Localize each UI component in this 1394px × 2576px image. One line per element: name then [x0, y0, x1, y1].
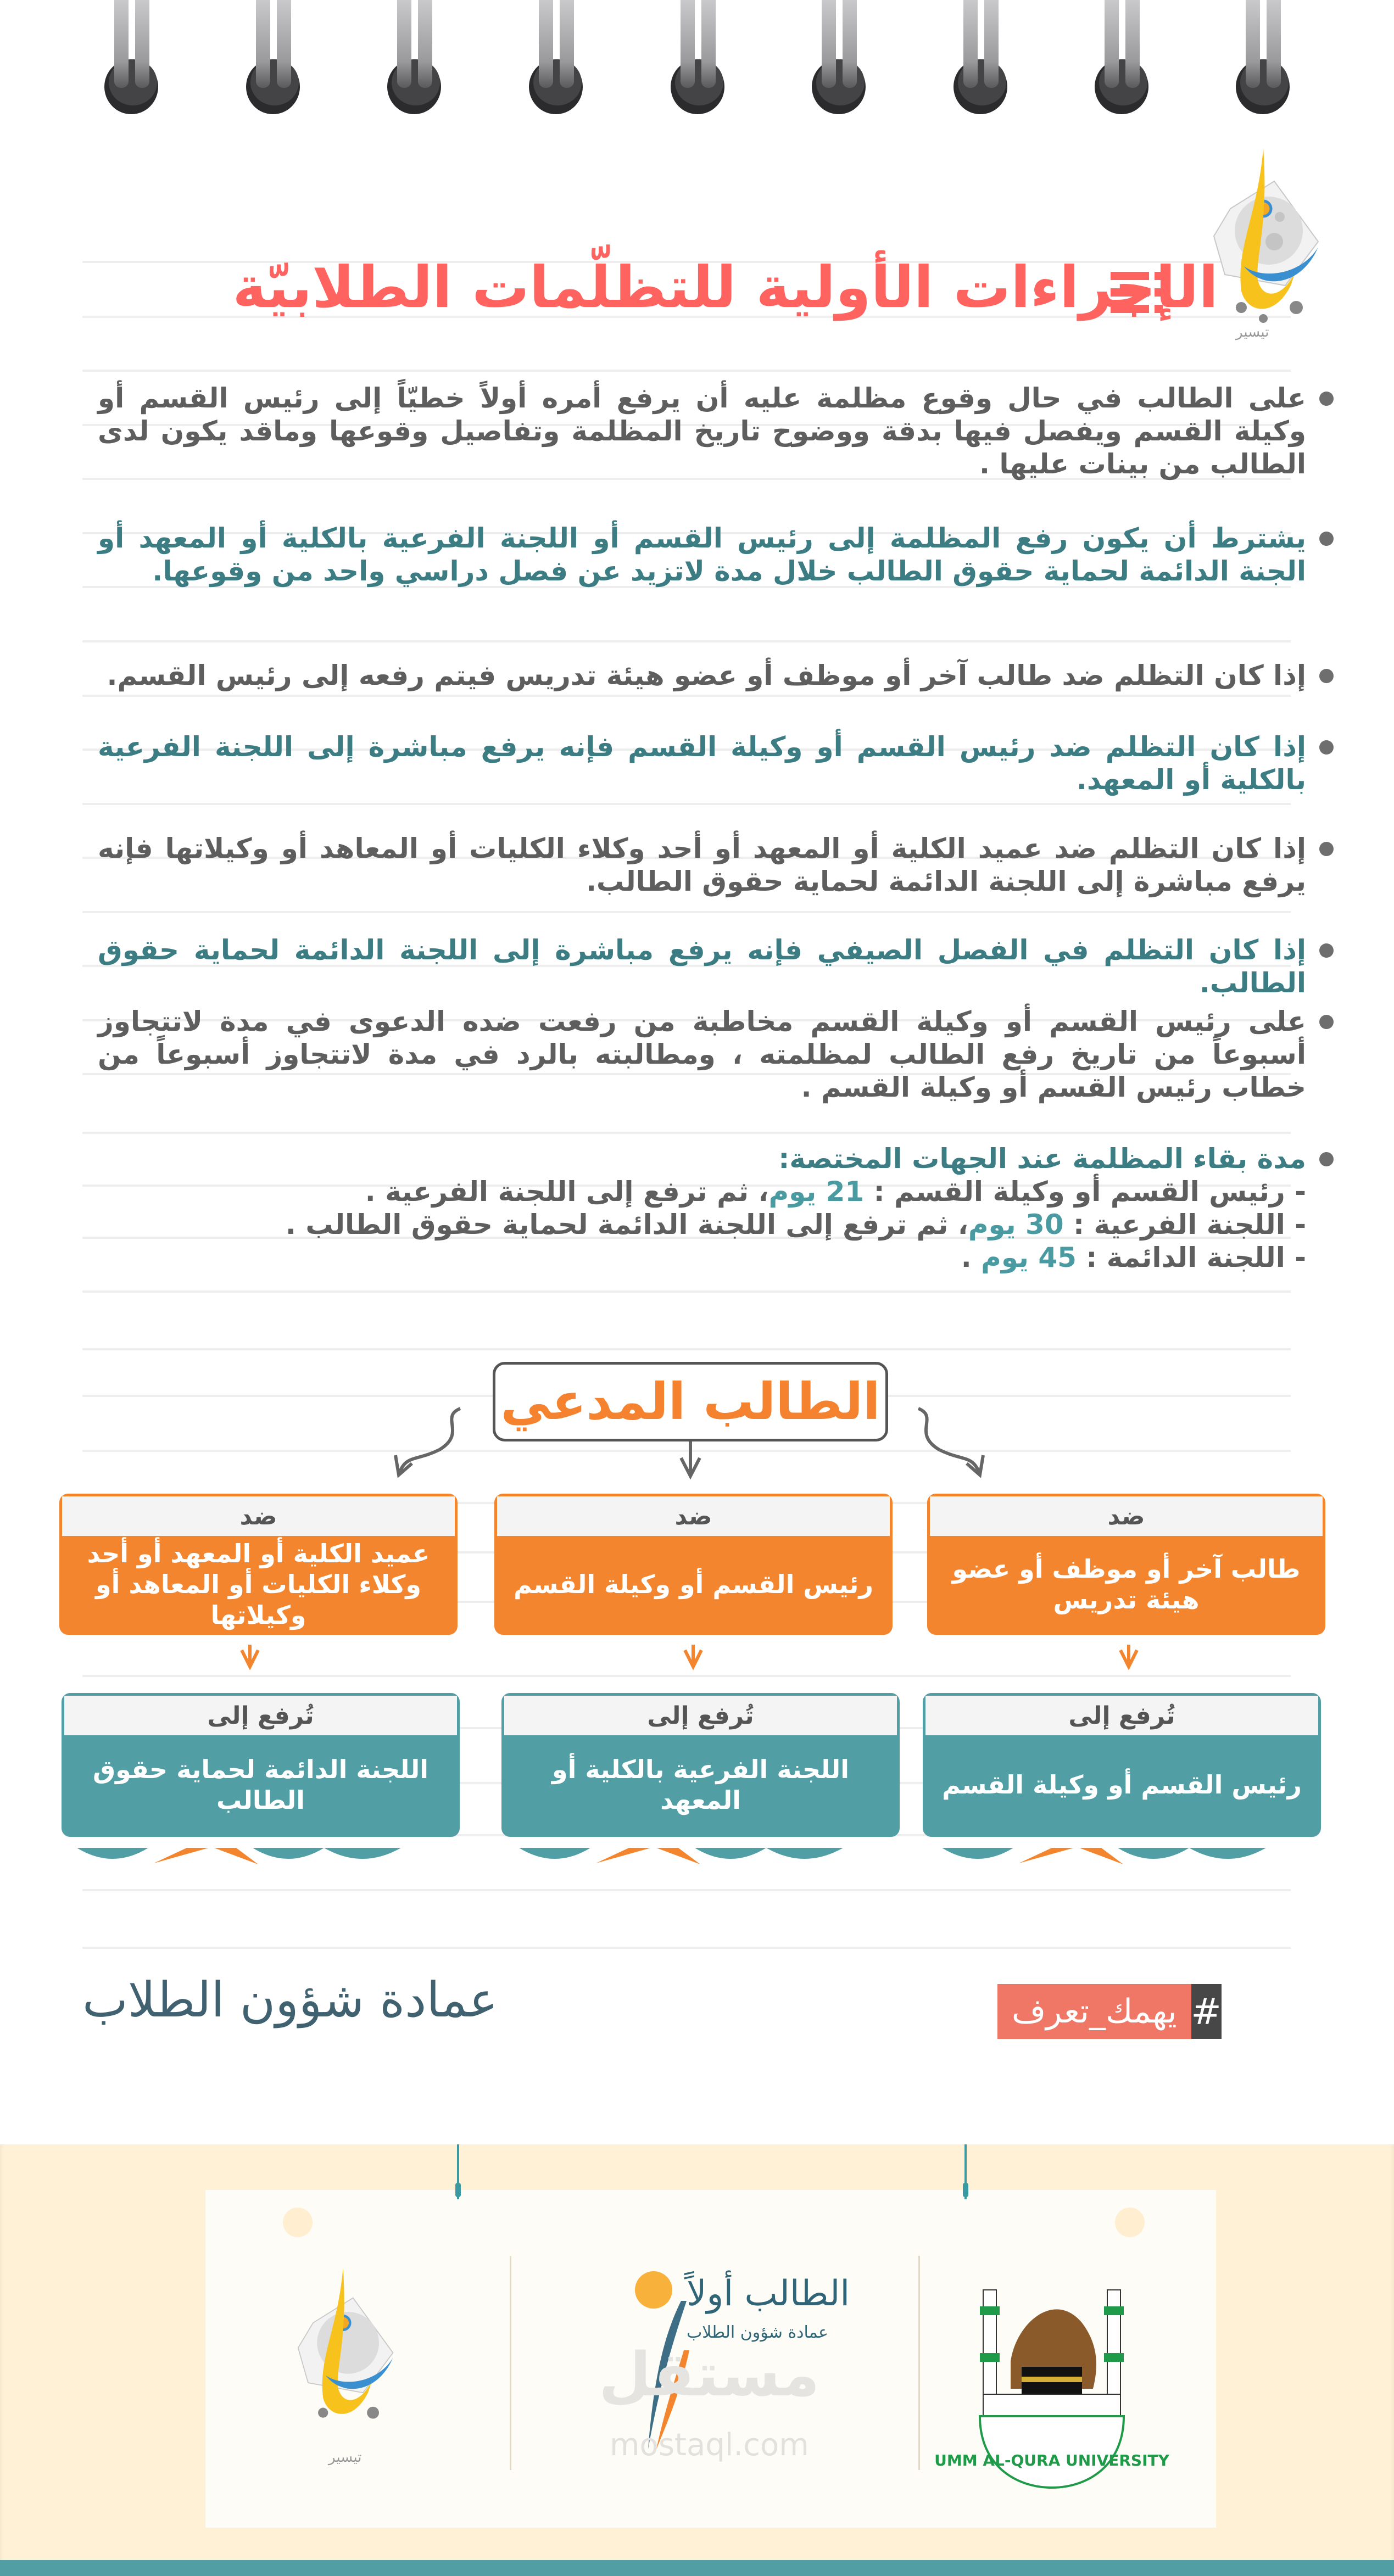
rule-line [82, 370, 1291, 372]
spiral-ring-icon [812, 0, 867, 115]
escalate-label: تُرفع إلى [64, 1696, 457, 1735]
against-label: ضد [62, 1496, 455, 1536]
escalate-target: رئيس القسم أو وكيلة القسم [925, 1735, 1318, 1834]
duration-value: 21 يوم [768, 1176, 865, 1208]
rule-line [82, 1132, 1291, 1134]
rule-line [82, 1348, 1291, 1350]
paragraph-item [98, 659, 1306, 692]
hash-icon: # [1191, 1984, 1222, 2039]
curly-arrow-right-icon [918, 1409, 983, 1475]
against-target: رئيس القسم أو وكيلة القسم [497, 1536, 890, 1632]
escalate-target: اللجنة الدائمة لحماية حقوق الطالب [64, 1735, 457, 1834]
umm-al-qura-university-logo-icon [934, 2257, 1169, 2490]
student-first-title: الطالب أولاً [687, 2273, 850, 2314]
against-label: ضد [497, 1496, 890, 1536]
logo-caption: تيسير [1236, 324, 1269, 340]
rule-line [82, 911, 1291, 913]
paragraph-text: إذا كان التظلم في الفصل الصيفي فإنه يرفع مباشرة إلى اللجنة الدائمة لحماية حقوق الطالب. [98, 934, 1306, 999]
paragraph-text: على الطالب في حال وقوع مظلمة عليه أن يرفع أمره أولاً خطيّاً إلى رئيس القسم أو وكيلة القسم ويفصل فيها بدقة ووضوح تاريخ المظلمة وتفاصيل وقوعها وماقد يكون لدى الطالب من بينات عليها . [98, 382, 1306, 480]
against-target: عميد الكلية أو المعهد أو أحد وكلاء الكليات أو المعاهد أو وكيلاتها [62, 1536, 455, 1632]
spiral-ring-icon [104, 0, 159, 115]
paragraph-text: إذا كان التظلم ضد عميد الكلية أو المعهد أو أحد وكلاء الكليات أو المعاهد أو وكيلاتها فإنه يرفع مباشرة إلى اللجنة الدائمة لحماية حقوق الطالب. [98, 832, 1306, 897]
paragraph-text: على رئيس القسم أو وكيلة القسم مخاطبة من رفعت ضده الدعوى في مدة لاتتجاوز أسبوعاً من تاريخ رفع الطالب لمظلمته ، ومطالبته بالرد في مدة لاتتجاوز أسبوعاً من خطاب رئيس القسم أو وكيلة القسم . [98, 1005, 1306, 1103]
bullet-icon [1319, 1152, 1334, 1166]
bottom-bar [0, 2560, 1394, 2576]
spiral-ring-icon [1236, 0, 1291, 115]
paragraph-text: إذا كان التظلم ضد رئيس القسم أو وكيلة القسم فإنه يرفع مباشرة إلى اللجنة الفرعية بالكلية أو المعهد. [98, 731, 1306, 796]
duration-item: - اللجنة الفرعية : 30 يوم، ثم ترفع إلى اللجنة الدائمة لحماية حقوق الطالب . [285, 1209, 1306, 1240]
spiral-ring-icon [671, 0, 726, 115]
divider [918, 2256, 920, 2470]
spiral-ring-icon [954, 0, 1008, 115]
watermark: مستقل [599, 2339, 820, 2410]
rule-line [82, 1947, 1291, 1949]
paragraph-text: إذا كان التظلم ضد طالب آخر أو موظف أو عضو هيئة تدريس فيتم رفعه إلى رئيس القسم. [107, 660, 1306, 691]
arrow-down-orange-icon [242, 1645, 1137, 1667]
paragraph-text: يشترط أن يكون رفع المظلمة إلى رئيس القسم أو اللجنة الفرعية بالكلية أو المعهد أو الجنة الدائمة لحماية حقوق الطالب خلال مدة لاتزيد عن فصل دراسي واحد من وقوعها. [98, 522, 1306, 587]
logo-caption: تيسير [328, 2449, 362, 2466]
escalate-target: اللجنة الفرعية بالكلية أو المعهد [504, 1735, 897, 1834]
decor-dot [1115, 2208, 1145, 2237]
decor-dot [283, 2208, 313, 2237]
against-card [59, 1494, 458, 1635]
spiral-ring-icon [1095, 0, 1150, 115]
against-card [494, 1494, 893, 1635]
tayseer-logo-icon [272, 2268, 409, 2435]
spiral-ring-icon [387, 0, 442, 115]
bullet-icon [1319, 532, 1334, 546]
arrow-down-icon [681, 1441, 700, 1476]
svg-text:UMM AL-QURA UNIVERSITY: UMM AL-QURA UNIVERSITY [934, 2451, 1169, 2469]
wave-decoration-icon [77, 1848, 428, 1870]
duration-item: - اللجنة الدائمة : 45 يوم . [961, 1242, 1306, 1273]
rule-line [82, 640, 1291, 642]
page-title: الإجراءات الأولية للتظلّمات الطلابيّة [232, 254, 1218, 321]
duration-item: - رئيس القسم أو وكيلة القسم : 21 يوم، ثم ترفع إلى اللجنة الفرعية . [365, 1176, 1306, 1208]
hashtag-badge [997, 1984, 1222, 2039]
paragraph-item [98, 1005, 1306, 1104]
wave-decoration-icon [942, 1848, 1293, 1870]
duration-value: 30 يوم [968, 1209, 1064, 1240]
bullet-icon [1319, 1015, 1334, 1029]
rule-line [82, 1889, 1291, 1891]
durations-section [98, 1142, 1306, 1274]
divider [510, 2256, 511, 2470]
against-label: ضد [930, 1496, 1323, 1536]
pin-icon [455, 2183, 461, 2197]
escalate-label: تُرفع إلى [925, 1696, 1318, 1735]
paragraph-item [98, 522, 1306, 588]
escalate-card [62, 1693, 460, 1837]
paragraph-item [98, 832, 1306, 898]
escalate-label: تُرفع إلى [504, 1696, 897, 1735]
spiral-binding [0, 0, 1394, 126]
against-card [927, 1494, 1325, 1635]
hashtag-text: يهمك_تعرف [997, 1984, 1191, 2039]
bullet-icon [1319, 392, 1334, 406]
escalate-card [501, 1693, 900, 1837]
pin-icon [963, 2183, 968, 2197]
paragraph-item [98, 730, 1306, 796]
duration-value: 45 يوم [981, 1242, 1077, 1273]
watermark-url: mostaql.com [610, 2427, 809, 2463]
spiral-ring-icon [529, 0, 584, 115]
bullet-icon [1319, 943, 1334, 958]
claimant-box: الطالب المدعي [493, 1362, 888, 1441]
curly-arrow-left-icon [395, 1409, 460, 1475]
bullet-icon [1319, 842, 1334, 856]
wave-decoration-icon [519, 1848, 871, 1870]
rule-line [82, 695, 1291, 697]
student-first-subtitle: عمادة شؤون الطلاب [687, 2323, 828, 2342]
against-target: طالب آخر أو موظف أو عضو هيئة تدريس [930, 1536, 1323, 1632]
escalate-card [923, 1693, 1321, 1837]
flowchart [0, 1351, 1394, 1873]
bullet-icon [1319, 669, 1334, 683]
spiral-ring-icon [246, 0, 301, 115]
durations-heading: مدة بقاء المظلمة عند الجهات المختصة: [778, 1143, 1306, 1175]
rule-line [82, 803, 1291, 805]
paragraph-item [98, 934, 1306, 999]
rule-line [82, 1290, 1291, 1293]
bullet-icon [1319, 740, 1334, 755]
department-name: عمادة شؤون الطلاب [82, 1971, 498, 2028]
paragraph-item [98, 382, 1306, 480]
